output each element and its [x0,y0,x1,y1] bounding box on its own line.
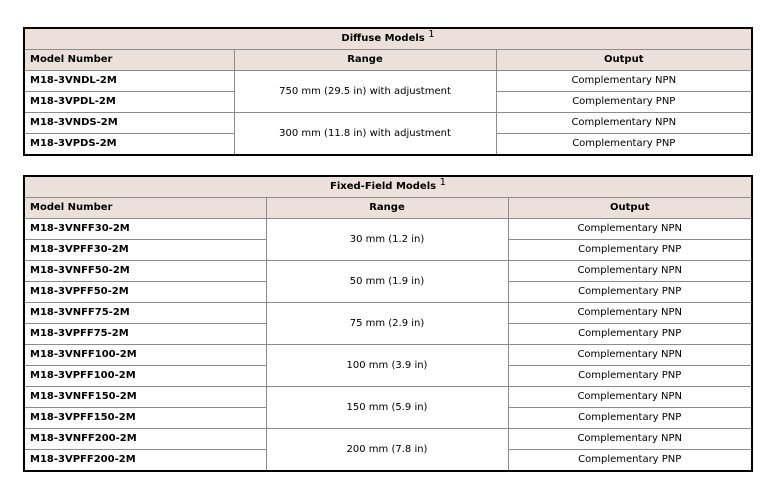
model-number-cell: M18-3VNFF200-2M [24,429,266,450]
model-number-cell: M18-3VPFF30-2M [24,240,266,261]
model-number-cell: M18-3VNFF50-2M [24,261,266,282]
model-number-cell: M18-3VNDL-2M [24,71,234,92]
table-caption [24,28,752,50]
table-row [24,261,752,282]
table-body [24,71,752,156]
model-number-cell: M18-3VPDL-2M [24,92,234,113]
footnote-marker[interactable]: 1 [428,29,435,40]
model-number-cell: M18-3VPFF200-2M [24,450,266,472]
output-cell: Complementary PNP [496,92,752,113]
table-row [24,303,752,324]
table-row [24,345,752,366]
range-cell: 50 mm (1.9 in) [266,261,508,303]
column-header-range: Range [266,198,508,219]
range-cell: 750 mm (29.5 in) with adjustment [234,71,496,113]
caption-title: Diffuse Models [341,33,425,44]
range-cell: 75 mm (2.9 in) [266,303,508,345]
output-cell: Complementary PNP [508,450,752,472]
output-cell: Complementary NPN [496,71,752,92]
output-cell: Complementary NPN [508,387,752,408]
output-cell: Complementary PNP [508,366,752,387]
fixed-field-models-table [23,175,753,472]
footnote-marker[interactable]: 1 [439,177,446,188]
model-number-cell: M18-3VPFF50-2M [24,282,266,303]
range-cell: 30 mm (1.2 in) [266,219,508,261]
output-cell: Complementary PNP [508,324,752,345]
table-row [24,429,752,450]
model-number-cell: M18-3VNFF100-2M [24,345,266,366]
column-header-output: Output [508,198,752,219]
model-number-cell: M18-3VPFF75-2M [24,324,266,345]
model-number-cell: M18-3VNFF30-2M [24,219,266,240]
table-caption [24,176,752,198]
output-cell: Complementary NPN [496,113,752,134]
output-cell: Complementary PNP [508,282,752,303]
diffuse-models-table [23,27,753,156]
table-row [24,219,752,240]
column-header-model: Model Number [24,198,266,219]
output-cell: Complementary PNP [508,408,752,429]
output-cell: Complementary NPN [508,261,752,282]
model-number-cell: M18-3VPDS-2M [24,134,234,156]
table-row [24,71,752,92]
model-number-cell: M18-3VNFF75-2M [24,303,266,324]
output-cell: Complementary PNP [508,240,752,261]
model-number-cell: M18-3VPFF150-2M [24,408,266,429]
table-row [24,387,752,408]
output-cell: Complementary NPN [508,345,752,366]
column-header-output: Output [496,50,752,71]
column-header-model: Model Number [24,50,234,71]
table-body [24,219,752,472]
model-number-cell: M18-3VPFF100-2M [24,366,266,387]
model-number-cell: M18-3VNFF150-2M [24,387,266,408]
output-cell: Complementary PNP [496,134,752,156]
output-cell: Complementary NPN [508,303,752,324]
range-cell: 300 mm (11.8 in) with adjustment [234,113,496,156]
caption-title: Fixed-Field Models [330,181,437,192]
output-cell: Complementary NPN [508,219,752,240]
range-cell: 150 mm (5.9 in) [266,387,508,429]
range-cell: 200 mm (7.8 in) [266,429,508,472]
model-number-cell: M18-3VNDS-2M [24,113,234,134]
table-row [24,113,752,134]
range-cell: 100 mm (3.9 in) [266,345,508,387]
output-cell: Complementary NPN [508,429,752,450]
column-header-range: Range [234,50,496,71]
